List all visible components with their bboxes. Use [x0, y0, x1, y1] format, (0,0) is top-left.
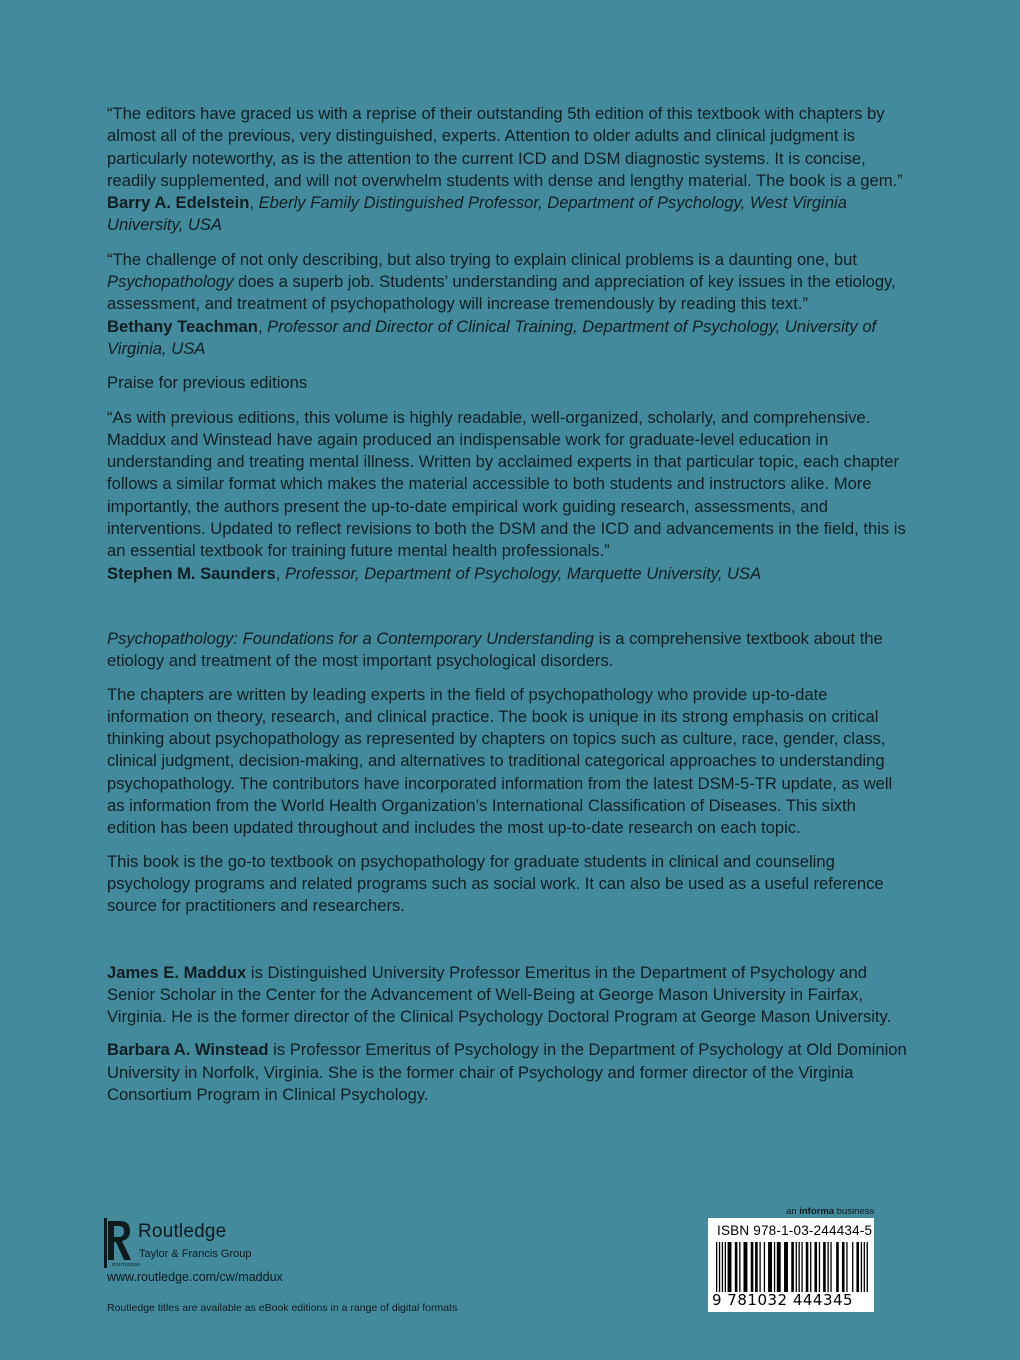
routledge-r-icon [104, 1218, 141, 1268]
description-paragraph-3: This book is the go-to textbook on psychopathology for graduate students in clinical and counseling psychology programs and related programs such as social work. It can also be used as a useful reference source for practitioners and researchers. [107, 851, 884, 916]
barcode-bar [867, 1242, 868, 1292]
barcode-bar [861, 1242, 862, 1292]
publisher-logo [104, 1218, 252, 1270]
endorsement-book-title: Psychopathology [107, 272, 234, 292]
description-text: is a comprehensive textbook about the etiology and treatment of the most important psychological disorders. [107, 628, 883, 671]
informa-tagline [786, 1206, 874, 1217]
book-title: Psychopathology: Foundations for a Contemporary Understanding [107, 628, 595, 648]
barcode-bar [728, 1242, 732, 1292]
informa-prefix: an [786, 1206, 800, 1217]
barcode-bar [719, 1242, 720, 1292]
barcode-bar [722, 1242, 723, 1292]
barcode-digits: 9 781032 444345 [712, 1291, 854, 1309]
endorsement-teachman: “The challenge of not only describing, but also trying to explain clinical problems is a daunting one, but Psychopathology does a superb job. Students’ understanding and appreciation of key issues in the etiology, assessment, and treatment of psychopathology will increase tremendously by reading this text.” Bethany Teachman, Professor and Director of Clinical Training, Department of Psychology, University of Virginia, USA [107, 249, 896, 358]
barcode-bar [846, 1242, 847, 1292]
endorsement-saunders: “As with previous editions, this volume is highly readable, well-organized, scholarly, and comprehensive. Maddux and Winstead have again produced an indispensable work for graduate-level education in understanding and treating mental illness. Written by acclaimed experts in that particular topic, each chapter follows a similar format which makes the material accessible to both students and instructors alike. More importantly, the authors present the up-to-date empirical work guiding research, assessments, and interventions. Updated to reflect revisions to both the DSM and the ICD and advancements in the field, this is an essential textbook for training future mental health professionals.” Stephen M. Saunders, Professor, Department of Psychology, Marquette University, USA [107, 407, 906, 583]
endorsement-quote: “The editors have graced us with a reprise of their outstanding 5th edition of this textbook with chapters by almost all of the previous, very distinguished, experts. Attention to older adults and clinical judgment is particularly noteworthy, as is the attention to the current ICD and DSM diagnostic systems. It is concise, readily supplemented, and will not overwhelm students with dense and lengthy material. The book is a gem.” [107, 104, 903, 190]
endorser-name: Barry A. Edelstein [107, 193, 250, 213]
logo-wordmark-vertical: ROUTLEDGE [112, 1262, 141, 1267]
endorser-affiliation: Professor, Department of Psychology, Marquette University, USA [284, 563, 762, 583]
barcode-bar [751, 1242, 754, 1292]
endorsement-quote-rest: does a superb job. Students’ understanding and appreciation of key issues in the etiology, assessment, and treatment of psychopathology will increase tremendously by reading this text.” [107, 272, 896, 314]
ebook-note: Routledge titles are available as eBook editions in a range of digital formats [107, 1302, 458, 1314]
endorser-name: Bethany Teachman [107, 316, 258, 336]
praise-heading: Praise for previous editions [107, 373, 308, 393]
barcode-bar [774, 1242, 775, 1292]
barcode-bar [801, 1242, 802, 1292]
author-bio-winstead [107, 1039, 907, 1106]
author-name: James E. Maddux [107, 962, 247, 982]
barcode-bar [830, 1242, 831, 1292]
informa-brand: informa [799, 1206, 835, 1217]
barcode-bar [810, 1242, 811, 1292]
barcode-bar [814, 1242, 817, 1292]
publisher-group: Taylor & Francis Group [139, 1248, 252, 1260]
barcode-bar [796, 1242, 797, 1292]
description-paragraph-2: The chapters are written by leading experts in the field of psychopathology who provide up-to-date information on theory, research, and clinical practice. The book is unique in its strong emphasis on critical thinking about psychopathology as represented by chapters on topics such as culture, race, gender, class, clinical judgment, decision-making, and alternatives to traditional categorical approaches to understanding psychopathology. The contributors have incorporated information from the latest DSM-5-TR update, as well as information from the World Health Organization’s International Classification of Diseases. This sixth edition has been updated throughout and includes the most up-to-date research on each topic. [107, 684, 893, 838]
barcode-bar [852, 1242, 853, 1292]
barcode-bar [744, 1242, 748, 1292]
barcode-bar [836, 1242, 839, 1292]
isbn-barcode-box [708, 1218, 874, 1312]
endorser-affiliation: Eberly Family Distinguished Professor, Department of Psychology, West Virginia University, USA [107, 193, 847, 235]
endorsement-quote-open: “The challenge of not only describing, but also trying to explain clinical problems is a daunting one, but [107, 249, 857, 269]
barcode-bar [759, 1242, 760, 1292]
author-bio-text: is Distinguished University Professor Emeritus in the Department of Psychology and Senior Scholar in the Center for the Advancement of Well-Being at George Mason University in Fairfax, Virginia. He is the former director of the Clinical Psychology Doctoral Program at George Mason University. [107, 962, 892, 1027]
endorsement-quote: “As with previous editions, this volume is highly readable, well-organized, scholarly, and comprehensive. Maddux and Winstead have again produced an indispensable work for graduate-level education in understanding and treating mental illness. Written by acclaimed experts in that particular topic, each chapter follows a similar format which makes the material accessible to both students and instructors alike. More importantly, the authors present the up-to-date empirical work guiding research, assessments, and interventions. Updated to reflect revisions to both the DSM and the ICD and advancements in the field, this is an essential textbook for training future mental health professionals.” [107, 407, 906, 561]
barcode-bar [842, 1242, 845, 1292]
barcode-bar [784, 1242, 788, 1292]
endorsement-edelstein: “The editors have graced us with a reprise of their outstanding 5th edition of this textbook with chapters by almost all of the previous, very distinguished, experts. Attention to older adults and clinical judgment is particularly noteworthy, as is the attention to the current ICD and DSM diagnostic systems. It is concise, readily supplemented, and will not overwhelm students with dense and lengthy material. The book is a gem.” Barry A. Edelstein, Eberly Family Distinguished Professor, Department of Psychology, West Virginia University, USA [107, 104, 903, 235]
barcode-bar [799, 1242, 800, 1292]
barcode-bar [735, 1242, 738, 1292]
companion-website-url: www.routledge.com/cw/maddux [107, 1270, 283, 1284]
barcode-bar [755, 1242, 758, 1292]
publisher-name: Routledge [138, 1221, 227, 1242]
barcode-bar [716, 1242, 717, 1292]
barcode-bar [725, 1242, 726, 1292]
author-name: Barbara A. Winstead [107, 1040, 269, 1060]
barcode-bar [806, 1242, 809, 1292]
barcode-bar [764, 1242, 765, 1292]
barcode-bar [827, 1242, 828, 1292]
barcode-bar [739, 1242, 740, 1292]
isbn-label: ISBN 978-1-03-244434-5 [717, 1223, 873, 1238]
endorser-name: Stephen M. Saunders [107, 563, 276, 583]
barcode-bar [768, 1242, 772, 1292]
barcode-icon [716, 1242, 868, 1292]
informa-suffix: business [834, 1206, 875, 1217]
author-bio-text: is Professor Emeritus of Psychology in the Department of Psychology at Old Dominion University in Norfolk, Virginia. She is the former chair of Psychology and former director of the Virginia Consortium Program in Clinical Psychology. [107, 1040, 907, 1104]
barcode-bar [864, 1242, 865, 1292]
endorser-affiliation: Professor and Director of Clinical Training, Department of Psychology, University of Virginia, USA [107, 316, 877, 358]
back-cover-text [107, 103, 907, 1106]
barcode-bar [791, 1242, 794, 1292]
barcode-bar [777, 1242, 781, 1292]
barcode-bar [819, 1242, 820, 1292]
barcode-bar [823, 1242, 826, 1292]
description-paragraph-1 [107, 628, 907, 673]
barcode-bar [856, 1242, 859, 1292]
author-bio-maddux [107, 962, 907, 1029]
